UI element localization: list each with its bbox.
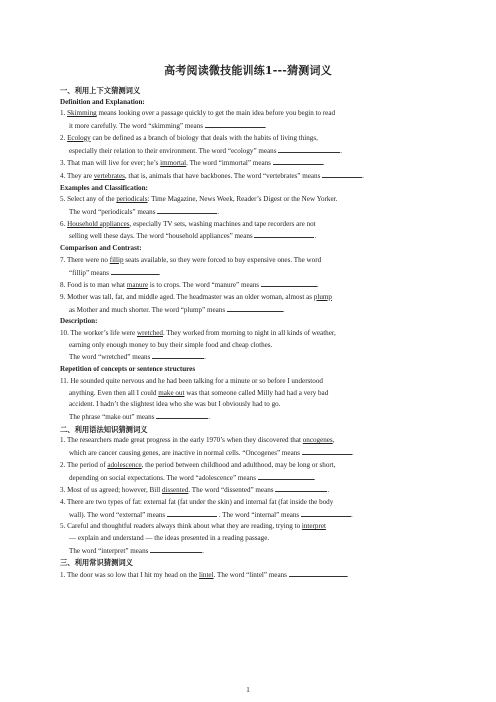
question-1-9: 9. Mother was tall, fat, and middle aged. The headmaster was an older woman, almost as plump as Mother and much shorter. The word “plump” means . — [60, 292, 332, 314]
question-1-1: 1. Skimming means looking over a passage quickly to get the main idea before you begin to read it more carefully. The word “skimming” means . — [60, 109, 336, 131]
document-page — [60, 64, 436, 582]
subheading-definition: Definition and Explanation: — [60, 97, 145, 106]
answer-blank — [156, 411, 208, 419]
answer-blank — [227, 304, 283, 312]
answer-blank — [152, 351, 204, 359]
question-1-4: 4. They are vertebrates, that is, animals that have backbones. The word “vertebrates” means . — [60, 171, 364, 180]
answer-blank — [301, 509, 351, 517]
question-1-8: 8. Food is to man what manure is to crops. The word “manure” means . — [60, 281, 319, 290]
question-1-2: 2. Ecology can be defined as a branch of biology that deals with the habits of living things, especially their relation to their environment. The word “ecology” means . — [60, 133, 343, 155]
answer-blank — [254, 230, 314, 238]
section-heading-3: 三、利用常识猜测词义 — [60, 558, 133, 568]
question-1-5: 5. Select any of the periodicals: Time Magazine, News Week, Reader’s Digest or the New Yorker. The word “periodicals” means . — [60, 195, 338, 217]
question-2-5: 5. Careful and thoughtful readers always think about what they are reading, trying to interpret — explain and understand — the ideas presented in a reading passage. The word “interpret” means . — [60, 522, 326, 555]
answer-blank — [289, 569, 347, 577]
section-heading-2: 二、利用语法知识猜测词义 — [60, 424, 148, 434]
section-heading-1: 一、利用上下文猜测词义 — [60, 86, 141, 95]
question-2-3: 3. Most of us agreed; however, Bill dissented. The word “dissented” means . — [60, 486, 330, 495]
answer-blank — [322, 170, 362, 178]
question-2-4: 4. There are two types of fat: external fat (fat under the skin) and internal fat (fat inside the body wall). The word “external” means . The word “internal” means . — [60, 497, 353, 519]
answer-blank — [150, 545, 202, 553]
answer-blank — [275, 484, 327, 492]
answer-blank — [273, 157, 323, 165]
subheading-description: Description: — [60, 317, 98, 326]
question-1-10: 10. The worker’s life were wretched. They worked from morning to night in all kinds of weather, earning only enough money to buy their simple food and cheap clothes. The word “wretched” means . — [60, 329, 336, 362]
question-2-1: 1. The researchers made great progress in the early 1970’s when they discovered that oncogenes, which are cancer causing genes, are inactive in normal cells. “Oncogenes” means . — [60, 436, 354, 458]
question-1-6: 6. Household appliances, especially TV sets, washing machines and tape recorders are not selling well these days. The word “household appliances” means . — [60, 219, 317, 241]
question-2-2: 2. The period of adolescence, the period between childhood and adulthood, may be long or short, depending on social expectations. The word “adolescence” means . — [60, 460, 336, 482]
subheading-repetition: Repetition of concepts or sentence structures — [60, 365, 196, 374]
answer-blank — [258, 472, 314, 480]
answer-blank — [261, 279, 317, 287]
answer-blank — [205, 120, 265, 128]
answer-blank — [167, 509, 217, 517]
question-3-1: 1. The door was so low that I hit my head on the lintel. The word “lintel” means . — [60, 571, 349, 580]
page-number: 1 — [246, 685, 250, 694]
page-title: 高考阅读微技能训练1---猜测词义 — [164, 64, 332, 77]
answer-blank — [302, 447, 352, 455]
answer-blank — [111, 267, 159, 275]
answer-blank — [157, 206, 217, 214]
subheading-examples: Examples and Classification: — [60, 183, 148, 192]
subheading-comparison: Comparison and Contrast: — [60, 244, 142, 253]
answer-blank — [278, 145, 340, 153]
question-1-3: 3. That man will live for ever; he’s immortal. The word “immortal” means . — [60, 159, 325, 168]
question-1-7: 7. There were no fillip seats available, so they were forced to buy expensive ones. The word “fillip” means . — [60, 255, 322, 277]
question-1-11: 11. He sounded quite nervous and he had been talking for a minute or so before I understood anything. Even then all I could make out was that someone called Milly had had a very bad accident. I hadn’t the slightest idea who she was but I obviously had to go. The phrase “make out” means . — [60, 376, 329, 421]
